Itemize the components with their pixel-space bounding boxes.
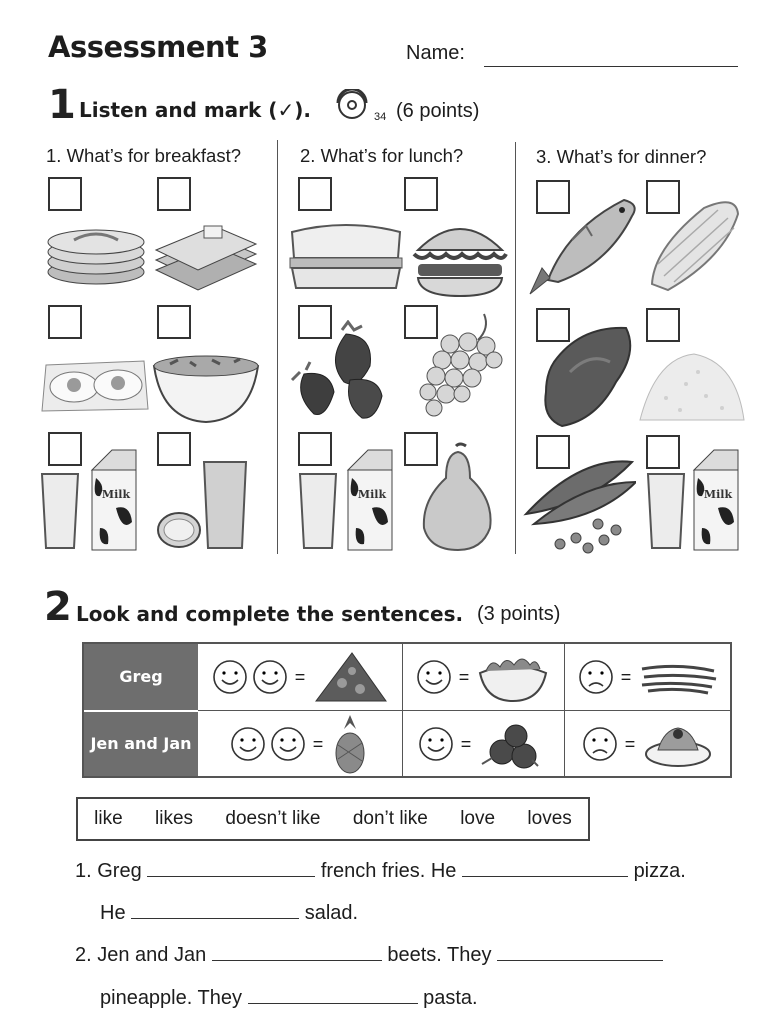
cell-jen-jan-beets	[404, 712, 562, 776]
word-bank	[76, 797, 590, 841]
milk-carton-icon	[86, 448, 142, 552]
sentence-text: french fries. He	[320, 860, 457, 882]
cell-greg-pizza	[200, 644, 400, 710]
sandwich-icon	[286, 222, 406, 296]
checkbox-milk-dinner[interactable]	[646, 435, 680, 469]
sentence-text: salad.	[304, 902, 359, 924]
milk-glass-icon	[40, 470, 80, 552]
peas-icon	[520, 454, 636, 556]
row-divider	[84, 710, 198, 712]
sentence-text: pizza.	[633, 860, 686, 882]
equals-sign: =	[620, 666, 632, 687]
row-divider	[198, 710, 730, 711]
toast-icon	[152, 220, 260, 294]
sentence-text: beets. They	[387, 944, 492, 966]
smiley-icon	[212, 659, 248, 695]
pasta-plate-icon	[642, 718, 714, 770]
col-divider	[564, 644, 565, 776]
smiley-icon	[252, 659, 288, 695]
cd-icon	[334, 89, 374, 123]
pineapple-icon	[330, 713, 370, 775]
section2-number: 2	[44, 584, 72, 630]
equals-sign: =	[624, 733, 636, 754]
steak-icon	[540, 322, 638, 432]
answer-blank[interactable]	[462, 875, 628, 877]
answer-blank[interactable]	[147, 875, 315, 877]
section1-number: 1	[48, 82, 76, 128]
checkbox-toast[interactable]	[157, 177, 191, 211]
section1-instruction: Listen and mark (✓).	[79, 98, 311, 122]
equals-sign: =	[294, 666, 306, 687]
smiley-icon	[230, 726, 266, 762]
orange-half-icon	[156, 510, 202, 550]
answer-blank[interactable]	[248, 1002, 418, 1004]
checkbox-cereal[interactable]	[157, 305, 191, 339]
row-header-greg: Greg	[84, 644, 198, 710]
question-lunch: 2. What’s for lunch?	[300, 145, 464, 166]
checkbox-milk-breakfast[interactable]	[48, 432, 82, 466]
hamburger-icon	[410, 220, 510, 300]
answer-blank[interactable]	[497, 959, 663, 961]
checkbox-pancakes[interactable]	[48, 177, 82, 211]
cell-jen-jan-pineapple	[200, 712, 400, 776]
sentence-2-continued	[100, 987, 478, 1010]
sentence-1	[75, 860, 686, 883]
row-header-jen-jan: Jen and Jan	[84, 712, 198, 776]
section1-points: (6 points)	[396, 100, 480, 122]
pizza-icon	[312, 649, 388, 705]
checkbox-milk-lunch[interactable]	[298, 432, 332, 466]
equals-sign: =	[460, 733, 472, 754]
equals-sign: =	[312, 733, 324, 754]
sentence-text: 1. Greg	[75, 860, 142, 882]
frowny-icon	[582, 726, 618, 762]
milk-glass-icon	[298, 470, 338, 552]
rice-icon	[636, 348, 748, 432]
milk-carton-icon	[342, 448, 398, 552]
question-breakfast: 1. What’s for breakfast?	[46, 145, 242, 166]
word-bank-item: like	[94, 808, 123, 829]
question-dinner: 3. What’s for dinner?	[536, 146, 707, 167]
strawberries-icon	[286, 320, 398, 420]
milk-glass-icon	[646, 470, 686, 552]
cell-greg-salad	[404, 644, 562, 710]
milk-carton-icon	[688, 448, 744, 552]
answer-blank[interactable]	[131, 917, 299, 919]
milk-label: Milk	[101, 488, 131, 501]
checkbox-sandwich[interactable]	[298, 177, 332, 211]
section2-instruction: Look and complete the sentences.	[76, 602, 464, 626]
sentence-2	[75, 944, 663, 967]
col-divider	[402, 644, 403, 776]
green-beans-icon	[638, 657, 718, 697]
milk-label: Milk	[703, 488, 733, 501]
checkbox-burger[interactable]	[404, 177, 438, 211]
word-bank-item: love	[460, 808, 496, 829]
equals-sign: =	[458, 666, 470, 687]
corn-icon	[644, 198, 744, 294]
word-bank-item: likes	[155, 808, 194, 829]
checkbox-orange-juice[interactable]	[157, 432, 191, 466]
page-title: Assessment 3	[48, 30, 268, 64]
name-field[interactable]	[484, 66, 738, 67]
pancakes-icon	[44, 218, 148, 290]
preference-table	[82, 642, 732, 778]
checkbox-rice[interactable]	[646, 308, 680, 342]
word-bank-item: doesn’t like	[225, 808, 321, 829]
fried-eggs-icon	[40, 355, 152, 417]
section2-points: (3 points)	[477, 603, 561, 625]
grapes-icon	[414, 310, 506, 422]
smiley-icon	[416, 659, 452, 695]
word-bank-item: loves	[527, 808, 572, 829]
column-divider	[515, 142, 516, 554]
milk-label: Milk	[357, 488, 387, 501]
sentence-text: pasta.	[423, 987, 478, 1009]
cell-greg-green-beans	[566, 644, 730, 710]
sentence-text: 2. Jen and Jan	[75, 944, 207, 966]
sentence-text: He	[100, 902, 126, 924]
beets-icon	[478, 716, 548, 772]
track-number: 34	[374, 111, 387, 123]
cell-jen-jan-pasta	[566, 712, 730, 776]
name-label: Name:	[406, 42, 465, 64]
pear-icon	[420, 442, 496, 552]
cereal-bowl-icon	[150, 350, 262, 426]
checkbox-eggs[interactable]	[48, 305, 82, 339]
sentence-1-continued	[100, 902, 358, 925]
juice-glass-icon	[202, 460, 248, 552]
sentence-text: pineapple. They	[100, 987, 242, 1009]
answer-blank[interactable]	[212, 959, 382, 961]
column-divider	[277, 140, 278, 554]
fish-icon	[528, 194, 640, 298]
salad-bowl-icon	[476, 651, 550, 703]
word-bank-item: don’t like	[352, 808, 428, 829]
frowny-icon	[578, 659, 614, 695]
smiley-icon	[270, 726, 306, 762]
smiley-icon	[418, 726, 454, 762]
